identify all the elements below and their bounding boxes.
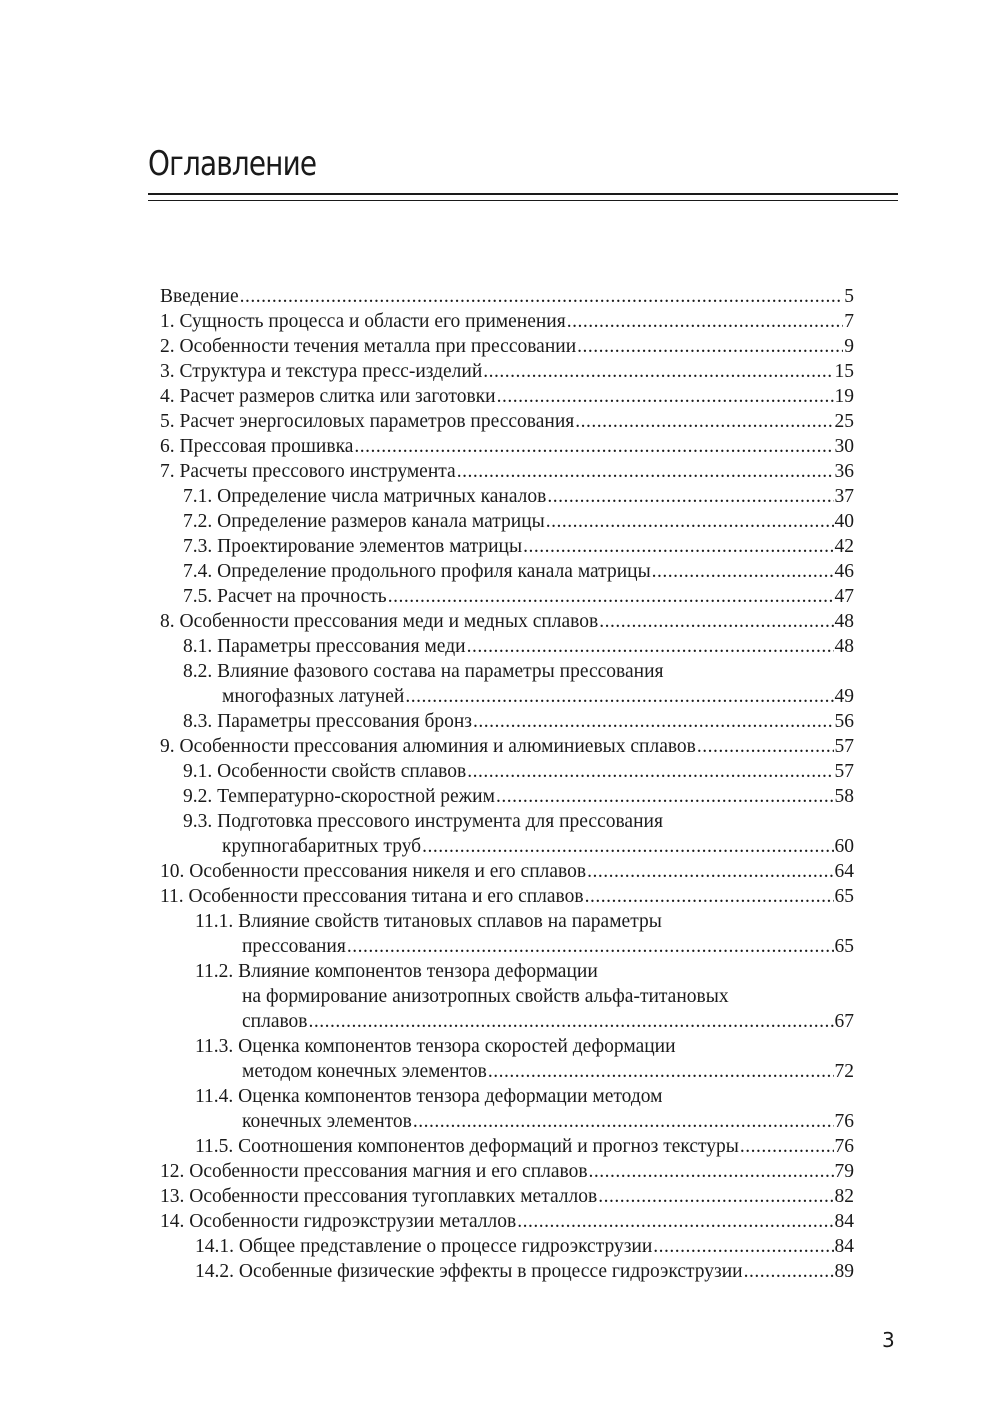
toc-entry[interactable] [160,684,854,709]
toc-entry-page: 67 [834,1011,854,1032]
toc-entry-page: 76 [834,1111,854,1132]
toc-entry-page: 89 [834,1261,854,1282]
title-rule-thin [148,200,898,201]
toc-entry[interactable] [160,709,854,734]
toc-dot-leader [652,559,834,584]
toc-entry[interactable] [160,1034,854,1059]
toc-entry[interactable] [160,1009,854,1034]
toc-dot-leader [575,409,833,434]
toc-entry-title: 11.5. Соотношения компонентов деформаций и прогноз текстуры [195,1136,739,1157]
toc-entry-title: 8.2. Влияние фазового состава на параметры прессования [183,661,664,682]
toc-entry[interactable] [160,1084,854,1109]
toc-entry[interactable] [160,584,854,609]
toc-entry-page: 40 [834,511,854,532]
toc-entry-title: 7.1. Определение числа матричных каналов [183,486,547,507]
toc-entry-title: 13. Особенности прессования тугоплавких металлов [160,1186,598,1207]
toc-entry[interactable] [160,359,854,384]
toc-entry[interactable] [160,834,854,859]
toc-entry-title: 9.3. Подготовка прессового инструмента для прессования [183,811,663,832]
toc-entry-page: 60 [834,836,854,857]
toc-dot-leader [473,709,833,734]
toc-entry-page: 65 [834,886,854,907]
title-rule-thick [148,193,898,195]
toc-entry[interactable] [160,809,854,834]
toc-entry-page: 79 [834,1161,854,1182]
toc-entry-title: 14.1. Общее представление о процессе гидроэкструзии [195,1236,653,1257]
toc-dot-leader [354,434,833,459]
toc-entry-page: 37 [834,486,854,507]
toc-entry-page: 36 [834,461,854,482]
toc-entry-title: 8.1. Параметры прессования меди [183,636,466,657]
toc-entry-page: 46 [834,561,854,582]
toc-dot-leader [240,284,844,309]
toc-entry[interactable] [160,1134,854,1159]
toc-entry[interactable] [160,1184,854,1209]
toc-entry-page: 56 [834,711,854,732]
toc-entry-title: 8. Особенности прессования меди и медных сплавов [160,611,599,632]
toc-entry-title: многофазных латуней [222,686,405,707]
toc-entry-page: 19 [834,386,854,407]
toc-entry-title: 9. Особенности прессования алюминия и алюминиевых сплавов [160,736,696,757]
toc-entry[interactable] [160,1234,854,1259]
toc-entry-title: 11.3. Оценка компонентов тензора скоростей деформации [195,1036,676,1057]
page-number: 3 [882,1328,895,1352]
toc-entry-page: 84 [834,1211,854,1232]
toc-dot-leader [413,1109,834,1134]
toc-dot-leader [483,359,833,384]
toc-dot-leader [388,584,834,609]
toc-dot-leader [697,734,834,759]
toc-entry[interactable] [160,484,854,509]
toc-dot-leader [599,609,833,634]
toc-entry-title: 7.2. Определение размеров канала матрицы [183,511,545,532]
toc-entry-page: 72 [834,1061,854,1082]
toc-entry[interactable] [160,884,854,909]
toc-entry-title: 4. Расчет размеров слитка или заготовки [160,386,496,407]
toc-entry-title: 6. Прессовая прошивка [160,436,354,457]
toc-entry[interactable] [160,959,854,984]
toc-entry[interactable] [160,909,854,934]
toc-entry-title: крупногабаритных труб [222,836,422,857]
toc-entry-page: 57 [834,736,854,757]
toc-dot-leader [405,684,833,709]
toc-entry[interactable] [160,409,854,434]
toc-entry[interactable] [160,759,854,784]
toc-entry-title: 7.4. Определение продольного профиля канала матрицы [183,561,651,582]
toc-entry[interactable] [160,534,854,559]
toc-entry-title: конечных элементов [242,1111,412,1132]
toc-entry[interactable] [160,859,854,884]
toc-entry[interactable] [160,984,854,1009]
toc-entry-page: 49 [834,686,854,707]
toc-dot-leader [422,834,833,859]
toc-entry-title: 11.4. Оценка компонентов тензора деформации методом [195,1086,663,1107]
toc-entry-title: методом конечных элементов [242,1061,487,1082]
toc-entry-title: на формирование анизотропных свойств альфа-титановых [242,986,729,1007]
toc-dot-leader [517,1209,833,1234]
toc-entry-title: 10. Особенности прессования никеля и его сплавов [160,861,587,882]
toc-entry[interactable] [160,659,854,684]
toc-entry[interactable] [160,309,854,334]
toc-entry-title: 9.1. Особенности свойств сплавов [183,761,467,782]
toc-entry[interactable] [160,284,854,309]
toc-entry[interactable] [160,1259,854,1284]
toc-entry-page: 7 [844,311,854,332]
toc-entry[interactable] [160,734,854,759]
toc-dot-leader [488,1059,834,1084]
toc-entry-page: 48 [834,611,854,632]
toc-entry[interactable] [160,1059,854,1084]
toc-dot-leader [744,1259,834,1284]
toc-entry-title: 7.5. Расчет на прочность [183,586,387,607]
toc-entry-title: 3. Структура и текстура пресс-изделий [160,361,483,382]
toc-entry-page: 76 [834,1136,854,1157]
toc-entry-title: прессования [242,936,346,957]
toc-entry-page: 58 [834,786,854,807]
toc-entry-title: 9.2. Температурно-скоростной режим [183,786,495,807]
toc-entry[interactable] [160,459,854,484]
toc-dot-leader [309,1009,834,1034]
table-of-contents [160,284,854,1284]
toc-entry-page: 9 [844,336,854,357]
toc-entry-page: 30 [834,436,854,457]
toc-entry[interactable] [160,609,854,634]
toc-entry-page: 48 [834,636,854,657]
toc-entry[interactable] [160,384,854,409]
toc-dot-leader [546,509,834,534]
toc-entry-page: 25 [834,411,854,432]
toc-entry-page: 64 [834,861,854,882]
toc-entry-page: 5 [844,286,854,307]
toc-dot-leader [589,1159,834,1184]
toc-dot-leader [467,759,833,784]
toc-entry[interactable] [160,334,854,359]
toc-entry-title: 7. Расчеты прессового инструмента [160,461,456,482]
toc-entry-title: 14.2. Особенные физические эффекты в процессе гидроэкструзии [195,1261,743,1282]
toc-dot-leader [496,784,834,809]
toc-entry-page: 47 [834,586,854,607]
toc-dot-leader [587,859,833,884]
toc-entry-title: 14. Особенности гидроэкструзии металлов [160,1211,517,1232]
toc-entry[interactable] [160,1209,854,1234]
toc-entry[interactable] [160,1109,854,1134]
toc-entry[interactable] [160,434,854,459]
toc-dot-leader [347,934,834,959]
toc-entry-title: 1. Сущность процесса и области его применения [160,311,566,332]
toc-entry-title: 5. Расчет энергосиловых параметров прессования [160,411,575,432]
toc-entry-page: 15 [834,361,854,382]
toc-entry-page: 65 [834,936,854,957]
toc-dot-leader [457,459,834,484]
page-title: Оглавление [148,144,317,184]
toc-dot-leader [567,309,844,334]
toc-entry[interactable] [160,559,854,584]
toc-entry[interactable] [160,509,854,534]
toc-dot-leader [585,884,834,909]
toc-entry[interactable] [160,784,854,809]
toc-entry[interactable] [160,634,854,659]
toc-dot-leader [497,384,834,409]
toc-dot-leader [598,1184,833,1209]
toc-entry[interactable] [160,1159,854,1184]
toc-entry-title: 11.2. Влияние компонентов тензора деформации [195,961,598,982]
toc-entry-page: 84 [834,1236,854,1257]
toc-dot-leader [577,334,843,359]
toc-dot-leader [467,634,834,659]
toc-entry-page: 42 [834,536,854,557]
toc-entry-title: Введение [160,286,239,307]
toc-dot-leader [740,1134,834,1159]
toc-entry-title: 2. Особенности течения металла при прессовании [160,336,577,357]
toc-entry-title: 11. Особенности прессования титана и его сплавов [160,886,584,907]
toc-entry-title: сплавов [242,1011,308,1032]
toc-entry-title: 11.1. Влияние свойств титановых сплавов на параметры [195,911,662,932]
toc-entry[interactable] [160,934,854,959]
toc-dot-leader [547,484,833,509]
toc-entry-page: 57 [834,761,854,782]
toc-entry-title: 8.3. Параметры прессования бронз [183,711,473,732]
toc-entry-title: 7.3. Проектирование элементов матрицы [183,536,523,557]
toc-entry-title: 12. Особенности прессования магния и его сплавов [160,1161,588,1182]
toc-entry-page: 82 [834,1186,854,1207]
toc-dot-leader [653,1234,833,1259]
toc-dot-leader [523,534,833,559]
